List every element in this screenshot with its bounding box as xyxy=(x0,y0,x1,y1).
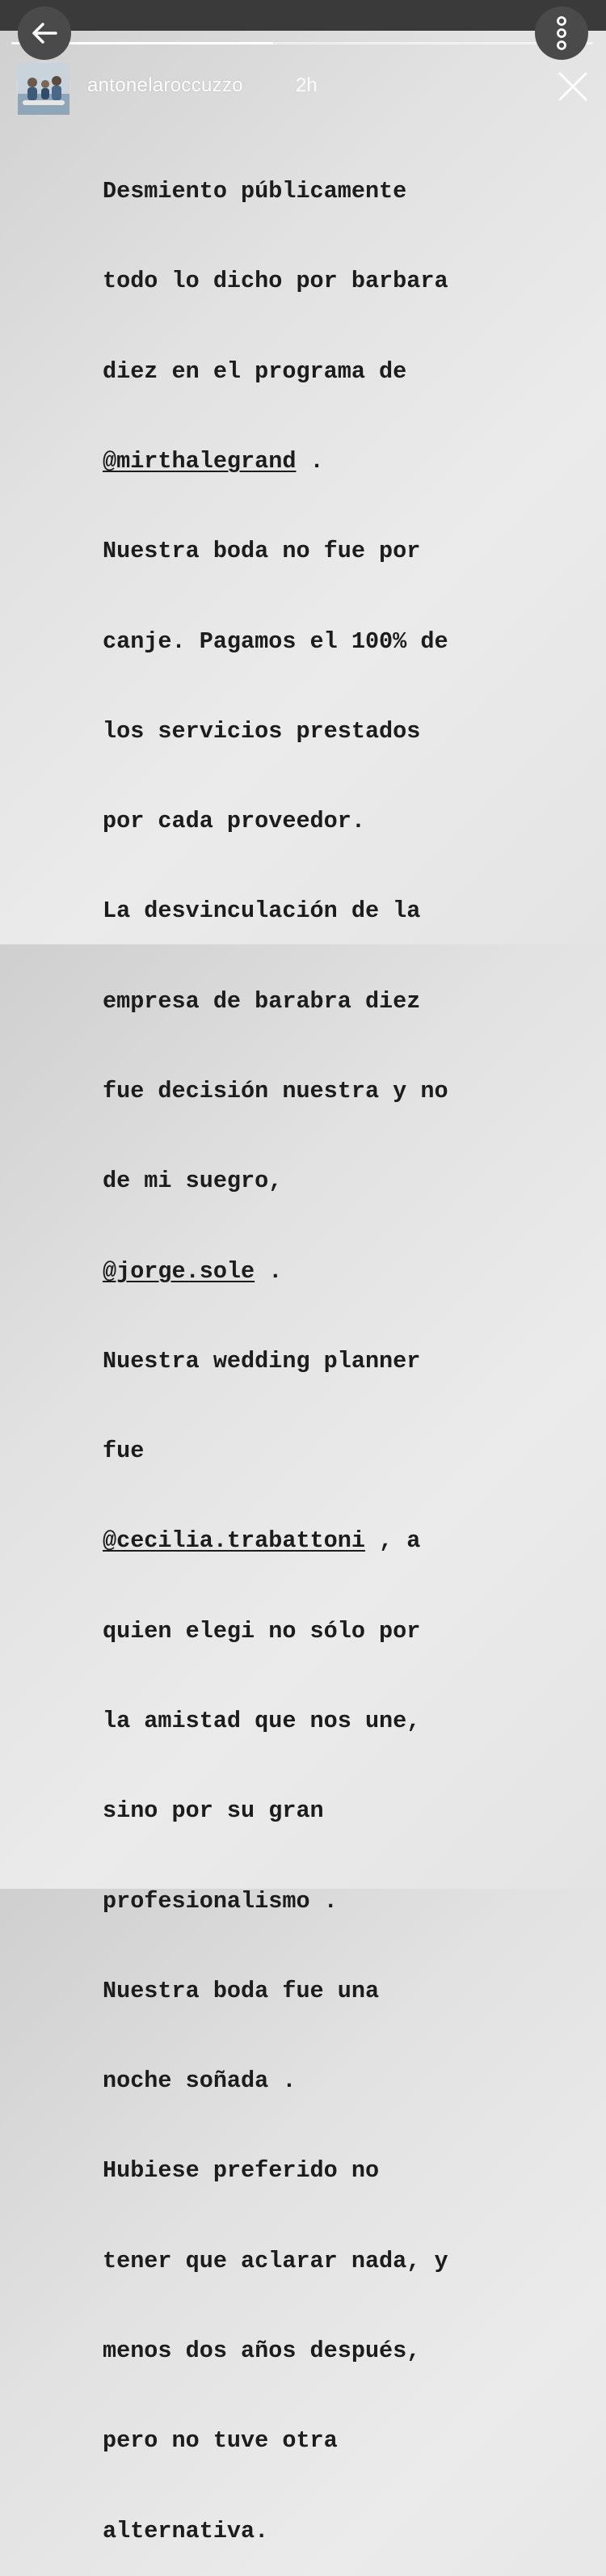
text-line: los servicios prestados xyxy=(103,717,421,745)
status-bar xyxy=(0,0,606,31)
text-line: menos dos años después, xyxy=(103,2337,421,2364)
text-line: sino por su gran xyxy=(103,1797,324,1825)
text-fragment: . xyxy=(255,1257,283,1285)
text-line: profesionalismo . xyxy=(103,1887,338,1915)
text-fragment: . xyxy=(296,448,324,475)
text-line xyxy=(103,446,587,476)
mention-link[interactable]: @jorge.sole xyxy=(103,1257,255,1285)
text-line: Desmiento públicamente xyxy=(103,178,407,205)
text-line: fue xyxy=(103,1438,145,1465)
story-text xyxy=(103,116,587,2576)
text-line: pero no tuve otra xyxy=(103,2427,338,2455)
text-line: todo lo dicho por barbara xyxy=(103,268,448,295)
text-line: empresa de barabra diez xyxy=(103,987,421,1015)
back-button[interactable] xyxy=(18,6,71,60)
avatar[interactable] xyxy=(16,61,71,116)
text-line: diez en el programa de xyxy=(103,357,407,385)
text-line: de mi suegro, xyxy=(103,1168,283,1195)
text-fragment: , a xyxy=(364,1527,421,1555)
profile-photo-icon xyxy=(18,63,69,115)
story-username[interactable]: antonelaroccuzzo xyxy=(87,74,243,96)
text-line: Nuestra boda fue una xyxy=(103,1977,380,2004)
text-line: alternativa. xyxy=(103,2517,269,2544)
text-line: fue decisión nuestra y no xyxy=(103,1078,448,1104)
more-options-icon xyxy=(553,15,570,52)
story-progress-bar xyxy=(11,42,593,44)
text-line xyxy=(103,1526,587,1556)
text-line: la amistad que nos une, xyxy=(103,1707,421,1734)
back-arrow-icon xyxy=(28,17,61,49)
mention-link[interactable]: @cecilia.trabattoni xyxy=(103,1527,365,1555)
story-timestamp: 2h xyxy=(296,74,318,96)
text-line: noche soñada . xyxy=(103,2067,297,2095)
close-button[interactable] xyxy=(556,70,590,103)
text-line: Nuestra boda no fue por xyxy=(103,538,421,565)
text-line: quien elegi no sólo por xyxy=(103,1617,421,1645)
mention-link[interactable]: @mirthalegrand xyxy=(103,448,297,475)
close-icon xyxy=(557,70,589,103)
text-line: La desvinculación de la xyxy=(103,897,421,925)
text-line: Hubiese preferido no xyxy=(103,2157,380,2185)
text-line xyxy=(103,1256,587,1286)
text-line: tener que aclarar nada, y xyxy=(103,2247,448,2274)
more-options-button[interactable] xyxy=(535,6,588,60)
text-line: por cada proveedor. xyxy=(103,808,365,835)
text-line: canje. Pagamos el 100% de xyxy=(103,627,448,655)
text-line: Nuestra wedding planner xyxy=(103,1347,421,1375)
